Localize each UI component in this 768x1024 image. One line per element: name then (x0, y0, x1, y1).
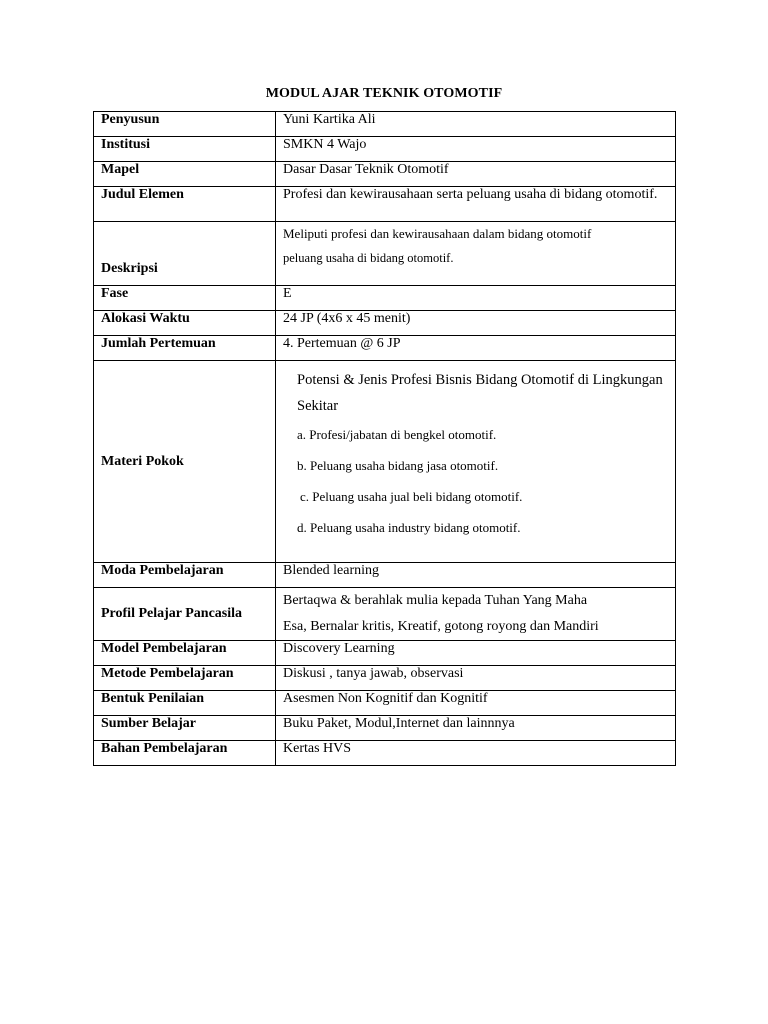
row-label-sumber-belajar: Sumber Belajar (94, 716, 276, 741)
row-label-mapel: Mapel (94, 162, 276, 187)
row-value-jumlah-pertemuan: 4. Pertemuan @ 6 JP (276, 336, 676, 361)
deskripsi-line-2: peluang usaha di bidang otomotif. (283, 251, 454, 265)
table-row (94, 137, 676, 162)
row-value-bahan-pembelajaran: Kertas HVS (276, 741, 676, 766)
row-value-moda-pembelajaran: Blended learning (276, 563, 676, 588)
table-row (94, 361, 676, 563)
row-value-model-pembelajaran: Discovery Learning (276, 641, 676, 666)
row-label-alokasi-waktu: Alokasi Waktu (94, 311, 276, 336)
table-row (94, 187, 676, 222)
materi-item: b. Peluang usaha bidang jasa otomotif. (297, 458, 499, 473)
row-label-moda-pembelajaran: Moda Pembelajaran (94, 563, 276, 588)
row-value-metode-pembelajaran: Diskusi , tanya jawab, observasi (276, 666, 676, 691)
table-row (94, 666, 676, 691)
row-value-judul-elemen: Profesi dan kewirausahaan serta peluang usaha di bidang otomotif. (276, 187, 676, 222)
row-value-bentuk-penilaian: Asesmen Non Kognitif dan Kognitif (276, 691, 676, 716)
row-value-materi-pokok (276, 361, 676, 563)
table-row (94, 741, 676, 766)
materi-heading: Potensi & Jenis Profesi Bisnis Bidang Otomotif di Lingkungan Sekitar (297, 372, 663, 414)
document-title: MODUL AJAR TEKNIK OTOMOTIF (265, 86, 503, 101)
deskripsi-line-1: Meliputi profesi dan kewirausahaan dalam bidang otomotif (283, 226, 592, 241)
row-label-institusi: Institusi (94, 137, 276, 162)
table-row (94, 563, 676, 588)
table-row (94, 286, 676, 311)
profil-line-1: Bertaqwa & berahlak mulia kepada Tuhan Yang Maha (283, 593, 588, 608)
row-label-penyusun: Penyusun (94, 112, 276, 137)
row-label-bentuk-penilaian: Bentuk Penilaian (94, 691, 276, 716)
row-label-deskripsi: Deskripsi (94, 222, 276, 286)
table-row (94, 716, 676, 741)
row-label-materi-pokok: Materi Pokok (94, 361, 276, 563)
row-value-deskripsi (276, 222, 676, 286)
table-row (94, 112, 676, 137)
table-row (94, 336, 676, 361)
row-label-bahan-pembelajaran: Bahan Pembelajaran (94, 741, 276, 766)
table-row (94, 222, 676, 286)
row-value-alokasi-waktu: 24 JP (4x6 x 45 menit) (276, 311, 676, 336)
table-row (94, 691, 676, 716)
row-value-institusi: SMKN 4 Wajo (276, 137, 676, 162)
row-label-jumlah-pertemuan: Jumlah Pertemuan (94, 336, 276, 361)
row-value-mapel: Dasar Dasar Teknik Otomotif (276, 162, 676, 187)
table-row (94, 311, 676, 336)
row-label-metode-pembelajaran: Metode Pembelajaran (94, 666, 276, 691)
row-value-sumber-belajar: Buku Paket, Modul,Internet dan lainnnya (276, 716, 676, 741)
row-label-profil-pelajar: Profil Pelajar Pancasila (94, 588, 276, 641)
table-row (94, 588, 676, 641)
row-label-model-pembelajaran: Model Pembelajaran (94, 641, 276, 666)
row-value-profil-pelajar (276, 588, 676, 641)
table-row (94, 641, 676, 666)
row-label-judul-elemen: Judul Elemen (94, 187, 276, 222)
row-value-penyusun: Yuni Kartika Ali (276, 112, 676, 137)
module-info-table (93, 111, 676, 766)
row-value-fase: E (276, 286, 676, 311)
materi-item: d. Peluang usaha industry bidang otomotif. (297, 520, 521, 535)
row-label-fase: Fase (94, 286, 276, 311)
materi-item: c. Peluang usaha jual beli bidang otomotif. (300, 489, 523, 504)
profil-line-2: Esa, Bernalar kritis, Kreatif, gotong royong dan Mandiri (283, 619, 599, 634)
table-row (94, 162, 676, 187)
materi-item: a. Profesi/jabatan di bengkel otomotif. (297, 427, 497, 442)
